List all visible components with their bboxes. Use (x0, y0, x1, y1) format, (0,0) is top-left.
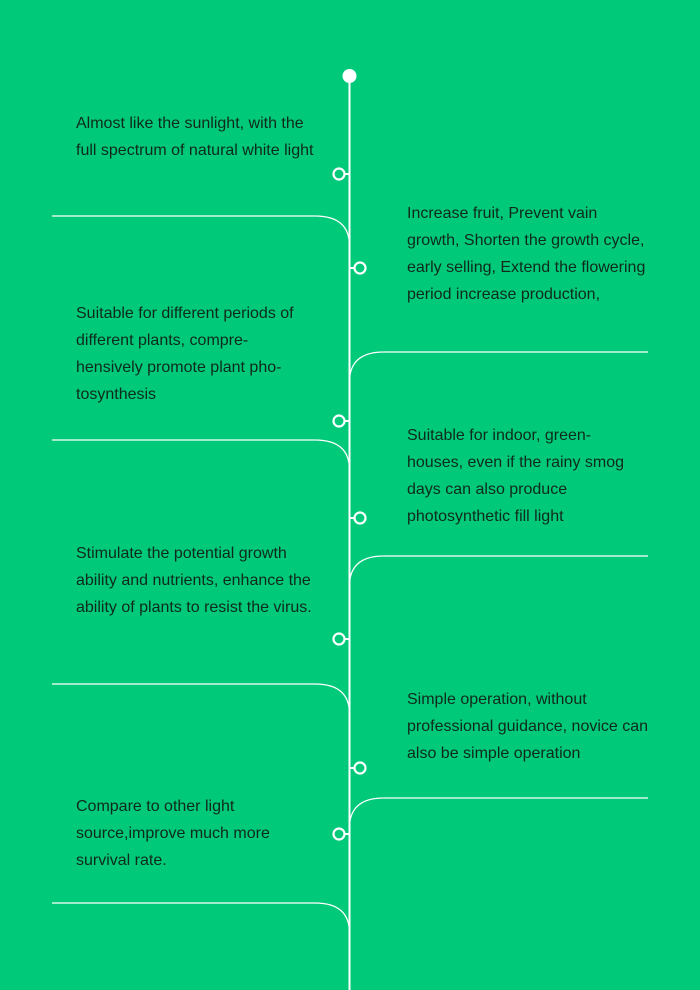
branch-right-3 (350, 798, 649, 828)
branch-right-2 (350, 556, 649, 586)
node-7 (334, 829, 350, 840)
node-4 (350, 513, 366, 524)
node-1 (334, 169, 350, 180)
node-6 (350, 763, 366, 774)
feature-indoor-greenhouse: Suitable for indoor, green-houses, even if the rainy smog days can also produce photosynthetic fill light (407, 427, 625, 525)
node-2 (350, 263, 366, 274)
node-5 (334, 634, 350, 645)
feature-growth-periods: Suitable for different periods of different plants, compre-hensively promote plant pho-tosynthesis (76, 305, 294, 403)
timeline-start-dot (343, 69, 357, 83)
branch-left-1 (52, 216, 350, 246)
feature-simple-operation: Simple operation, without professional guidance, novice can also be simple operation (407, 691, 649, 762)
branch-right-1 (350, 352, 649, 382)
feature-survival-rate: Compare to other light source,improve much more survival rate. (76, 798, 270, 869)
feature-resist-virus: Stimulate the potential growth ability and nutrients, enhance the ability of plants to resist the virus. (76, 545, 312, 616)
feature-full-spectrum: Almost like the sunlight, with the full spectrum of natural white light (76, 115, 314, 159)
branch-left-2 (52, 440, 350, 470)
branch-left-3 (52, 684, 350, 714)
node-3 (334, 416, 350, 427)
feature-increase-fruit: Increase fruit, Prevent vain growth, Shorten the growth cycle, early selling, Extend the flowering period increase production, (407, 205, 646, 303)
branch-left-4 (52, 903, 350, 933)
